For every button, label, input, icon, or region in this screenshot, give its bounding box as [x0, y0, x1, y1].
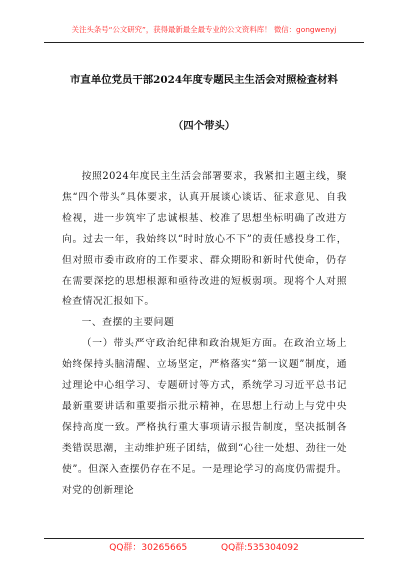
page-header	[44, 22, 364, 43]
footer-qq-group-2: QQ群:535304092	[220, 543, 299, 553]
section-heading: 一、查摆的主要问题	[81, 317, 175, 329]
footer-qq-group-1: QQ群：30265665	[109, 543, 188, 553]
document-title: 市直单位党员干部2024年度专题民主生活会对照检查材料	[70, 74, 338, 86]
document-body	[62, 167, 347, 502]
page-footer	[44, 538, 364, 557]
header-notice: 关注头条号“公文研究”，获得最新最全最专业的公文资料库！ 微信：gongwenyj	[71, 25, 337, 34]
document-subtitle: （四个带头）	[172, 120, 236, 132]
intro-paragraph: 按照2024年度民主生活会部署要求，我紧扣主题主线，聚焦“四个带头”具体要求，认真开展谈心谈话、征求意见、自我检视，进一步筑牢了忠诚根基、校准了思想坐标明确了改进方向。过去一年，我始终以“时时放心不下”的责任感投身工作，但对照市委市政府的工作要求、群众期盼和新时代使命，仍存在需要深挖的思想根源和亟待改进的短板弱项。现将个人对照检查情况汇报如下。	[62, 171, 347, 308]
section-paragraph: （一）带头严守政治纪律和政治规矩方面。在政治立场上始终保持头脑清醒、立场坚定，严格落实“第一议题”制度，通过理论中心组学习、专题研讨等方式，系统学习习近平总书记最新重要讲话和重要指示批示精神，在思想上行动上与党中央保持高度一致。严格执行重大事项请示报告制度，坚决抵制各类错误思潮，主动维护班子团结，做到“心往一处想、劲往一处使”。但深入查摆仍存在不足。一是理论学习的高度仍需提升。对党的创新理论	[62, 338, 347, 496]
